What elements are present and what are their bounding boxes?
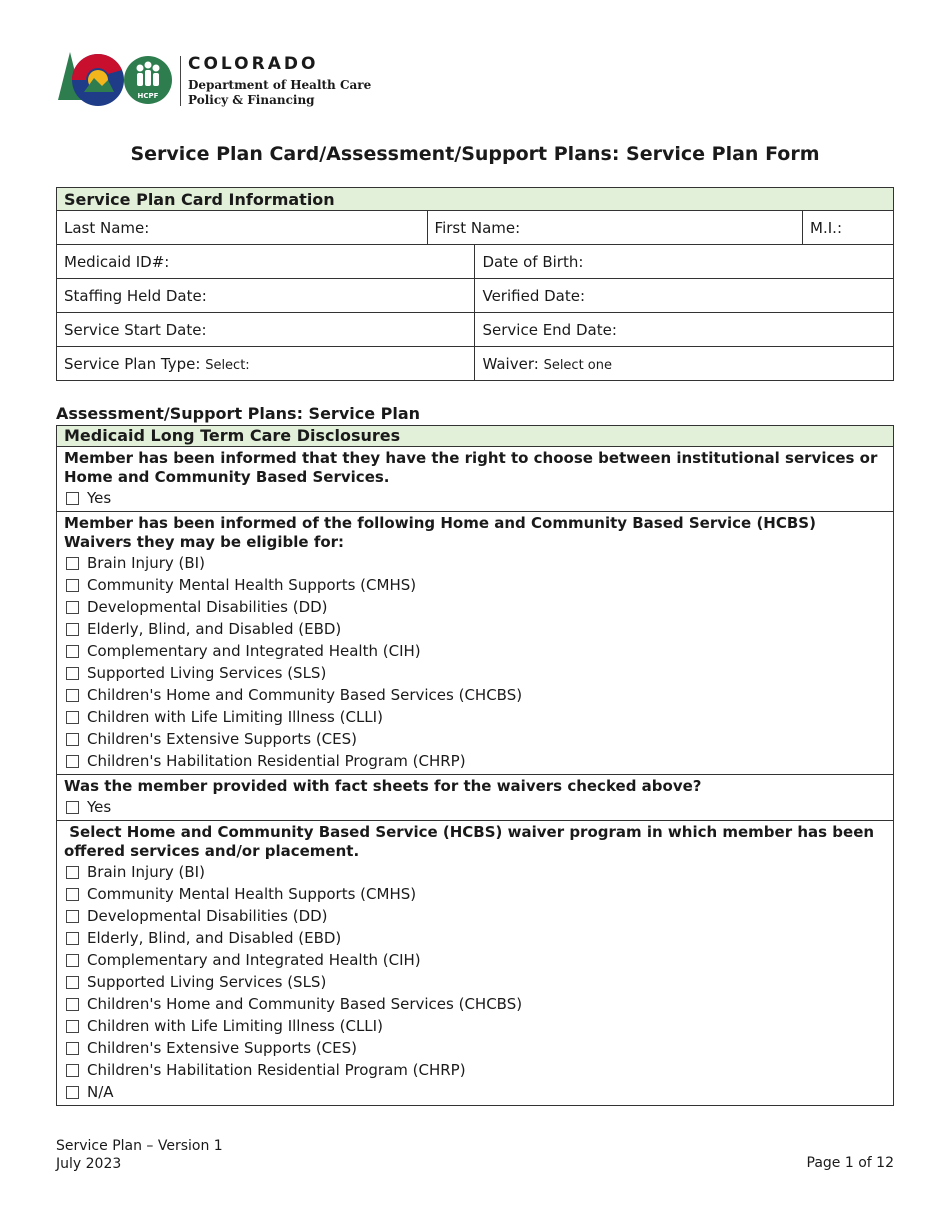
checkbox[interactable] bbox=[66, 1020, 79, 1033]
page-title: Service Plan Card/Assessment/Support Plans: Service Plan Form bbox=[130, 143, 820, 165]
option-label: Developmental Disabilities (DD) bbox=[87, 907, 328, 925]
option-label: Complementary and Integrated Health (CIH) bbox=[87, 951, 421, 969]
first-name-field[interactable]: First Name: bbox=[427, 211, 803, 245]
informed-waiver-option[interactable] bbox=[64, 618, 886, 640]
checkbox[interactable] bbox=[66, 976, 79, 989]
checkbox[interactable] bbox=[66, 910, 79, 923]
offered-waiver-option[interactable] bbox=[64, 971, 886, 993]
informed-waiver-option[interactable] bbox=[64, 574, 886, 596]
dept-name-line1: Department of Health Care bbox=[188, 78, 372, 92]
checkbox[interactable] bbox=[66, 755, 79, 768]
informed-waiver-list bbox=[64, 552, 886, 772]
agency-name bbox=[188, 54, 371, 108]
checkbox[interactable] bbox=[66, 492, 79, 505]
medicaid-id-field[interactable]: Medicaid ID#: bbox=[57, 245, 475, 279]
q3-yes-option[interactable] bbox=[64, 796, 886, 818]
checkbox[interactable] bbox=[66, 801, 79, 814]
checkbox[interactable] bbox=[66, 689, 79, 702]
checkbox[interactable] bbox=[66, 866, 79, 879]
option-label: Children with Life Limiting Illness (CLLI) bbox=[87, 708, 383, 726]
q1-yes-option[interactable] bbox=[64, 487, 886, 509]
disclosures-table bbox=[56, 425, 894, 1106]
informed-waiver-option[interactable] bbox=[64, 728, 886, 750]
option-label: Children's Home and Community Based Services (CHCBS) bbox=[87, 686, 523, 704]
question-3-text: Was the member provided with fact sheets for the waivers checked above? bbox=[64, 777, 702, 795]
logo-divider bbox=[180, 56, 181, 106]
offered-waiver-option[interactable] bbox=[64, 927, 886, 949]
start-date-field[interactable]: Service Start Date: bbox=[57, 313, 475, 347]
option-label: Elderly, Blind, and Disabled (EBD) bbox=[87, 929, 342, 947]
option-label: Supported Living Services (SLS) bbox=[87, 973, 327, 991]
informed-waiver-option[interactable] bbox=[64, 640, 886, 662]
offered-waiver-option[interactable] bbox=[64, 905, 886, 927]
option-label: Yes bbox=[87, 489, 112, 507]
offered-waiver-option[interactable] bbox=[64, 883, 886, 905]
question-4 bbox=[57, 821, 894, 1106]
option-label: Children's Habilitation Residential Program (CHRP) bbox=[87, 752, 466, 770]
option-label: Yes bbox=[87, 798, 112, 816]
offered-waiver-option[interactable] bbox=[64, 1059, 886, 1081]
question-4-text: Select Home and Community Based Service (HCBS) waiver program in which member has been offered services and/or placement. bbox=[64, 823, 880, 860]
option-label: Complementary and Integrated Health (CIH) bbox=[87, 642, 421, 660]
waiver-select[interactable]: Select one bbox=[543, 357, 612, 373]
offered-waiver-option[interactable] bbox=[64, 993, 886, 1015]
checkbox[interactable] bbox=[66, 1042, 79, 1055]
disclosures-header: Medicaid Long Term Care Disclosures bbox=[57, 426, 894, 447]
question-2-text: Member has been informed of the following Home and Community Based Service (HCBS) Waivers they may be eligible for: bbox=[64, 514, 816, 551]
waiver-label: Waiver: bbox=[482, 354, 539, 373]
checkbox[interactable] bbox=[66, 601, 79, 614]
waiver-field[interactable] bbox=[475, 347, 894, 381]
informed-waiver-option[interactable] bbox=[64, 750, 886, 772]
plan-type-field[interactable] bbox=[57, 347, 475, 381]
option-label: Elderly, Blind, and Disabled (EBD) bbox=[87, 620, 342, 638]
checkbox[interactable] bbox=[66, 557, 79, 570]
option-label: Children's Extensive Supports (CES) bbox=[87, 1039, 357, 1057]
option-label: Developmental Disabilities (DD) bbox=[87, 598, 328, 616]
state-name: COLORADO bbox=[188, 54, 319, 74]
staffing-date-field[interactable]: Staffing Held Date: bbox=[57, 279, 475, 313]
offered-waiver-list bbox=[64, 861, 886, 1081]
checkbox[interactable] bbox=[66, 1086, 79, 1099]
checkbox[interactable] bbox=[66, 667, 79, 680]
option-label: Brain Injury (BI) bbox=[87, 863, 205, 881]
checkbox[interactable] bbox=[66, 998, 79, 1011]
option-label: Brain Injury (BI) bbox=[87, 554, 205, 572]
option-label: Community Mental Health Supports (CMHS) bbox=[87, 885, 417, 903]
plan-type-select[interactable]: Select: bbox=[205, 357, 250, 373]
option-label: Supported Living Services (SLS) bbox=[87, 664, 327, 682]
last-name-field[interactable]: Last Name: bbox=[57, 211, 428, 245]
footer-version bbox=[56, 1137, 223, 1173]
question-1 bbox=[57, 447, 894, 512]
option-label: Community Mental Health Supports (CMHS) bbox=[87, 576, 417, 594]
option-label: Children's Habilitation Residential Program (CHRP) bbox=[87, 1061, 466, 1079]
footer-line1: Service Plan – Version 1 bbox=[56, 1138, 223, 1154]
section-title: Assessment/Support Plans: Service Plan bbox=[56, 404, 421, 423]
option-label: N/A bbox=[87, 1083, 114, 1101]
checkbox[interactable] bbox=[66, 932, 79, 945]
footer-line2: July 2023 bbox=[56, 1156, 122, 1172]
informed-waiver-option[interactable] bbox=[64, 684, 886, 706]
checkbox[interactable] bbox=[66, 623, 79, 636]
option-label: Children with Life Limiting Illness (CLLI) bbox=[87, 1017, 383, 1035]
checkbox[interactable] bbox=[66, 1064, 79, 1077]
card-header: Service Plan Card Information bbox=[57, 188, 894, 211]
option-label: Children's Extensive Supports (CES) bbox=[87, 730, 357, 748]
checkbox[interactable] bbox=[66, 579, 79, 592]
dob-field[interactable]: Date of Birth: bbox=[475, 245, 894, 279]
mi-field[interactable]: M.I.: bbox=[803, 211, 894, 245]
verified-date-field[interactable]: Verified Date: bbox=[475, 279, 894, 313]
checkbox[interactable] bbox=[66, 954, 79, 967]
informed-waiver-option[interactable] bbox=[64, 596, 886, 618]
end-date-field[interactable]: Service End Date: bbox=[475, 313, 894, 347]
offered-waiver-option[interactable] bbox=[64, 861, 886, 883]
offered-waiver-option[interactable] bbox=[64, 1015, 886, 1037]
na-option[interactable] bbox=[64, 1081, 886, 1103]
checkbox[interactable] bbox=[66, 888, 79, 901]
service-plan-card-table bbox=[56, 187, 894, 381]
hcpf-badge-text: HCPF bbox=[137, 92, 159, 100]
offered-waiver-option[interactable] bbox=[64, 949, 886, 971]
offered-waiver-option[interactable] bbox=[64, 1037, 886, 1059]
question-3 bbox=[57, 775, 894, 821]
plan-type-label: Service Plan Type: bbox=[64, 354, 201, 373]
checkbox[interactable] bbox=[66, 645, 79, 658]
informed-waiver-option[interactable] bbox=[64, 706, 886, 728]
question-2 bbox=[57, 512, 894, 775]
checkbox[interactable] bbox=[66, 711, 79, 724]
question-1-text: Member has been informed that they have the right to choose between institutional services or Home and Community Based Services. bbox=[64, 449, 878, 486]
dept-name-line2: Policy & Financing bbox=[188, 93, 315, 107]
page-number: Page 1 of 12 bbox=[806, 1155, 894, 1171]
informed-waiver-option[interactable] bbox=[64, 662, 886, 684]
checkbox[interactable] bbox=[66, 733, 79, 746]
informed-waiver-option[interactable] bbox=[64, 552, 886, 574]
option-label: Children's Home and Community Based Services (CHCBS) bbox=[87, 995, 523, 1013]
